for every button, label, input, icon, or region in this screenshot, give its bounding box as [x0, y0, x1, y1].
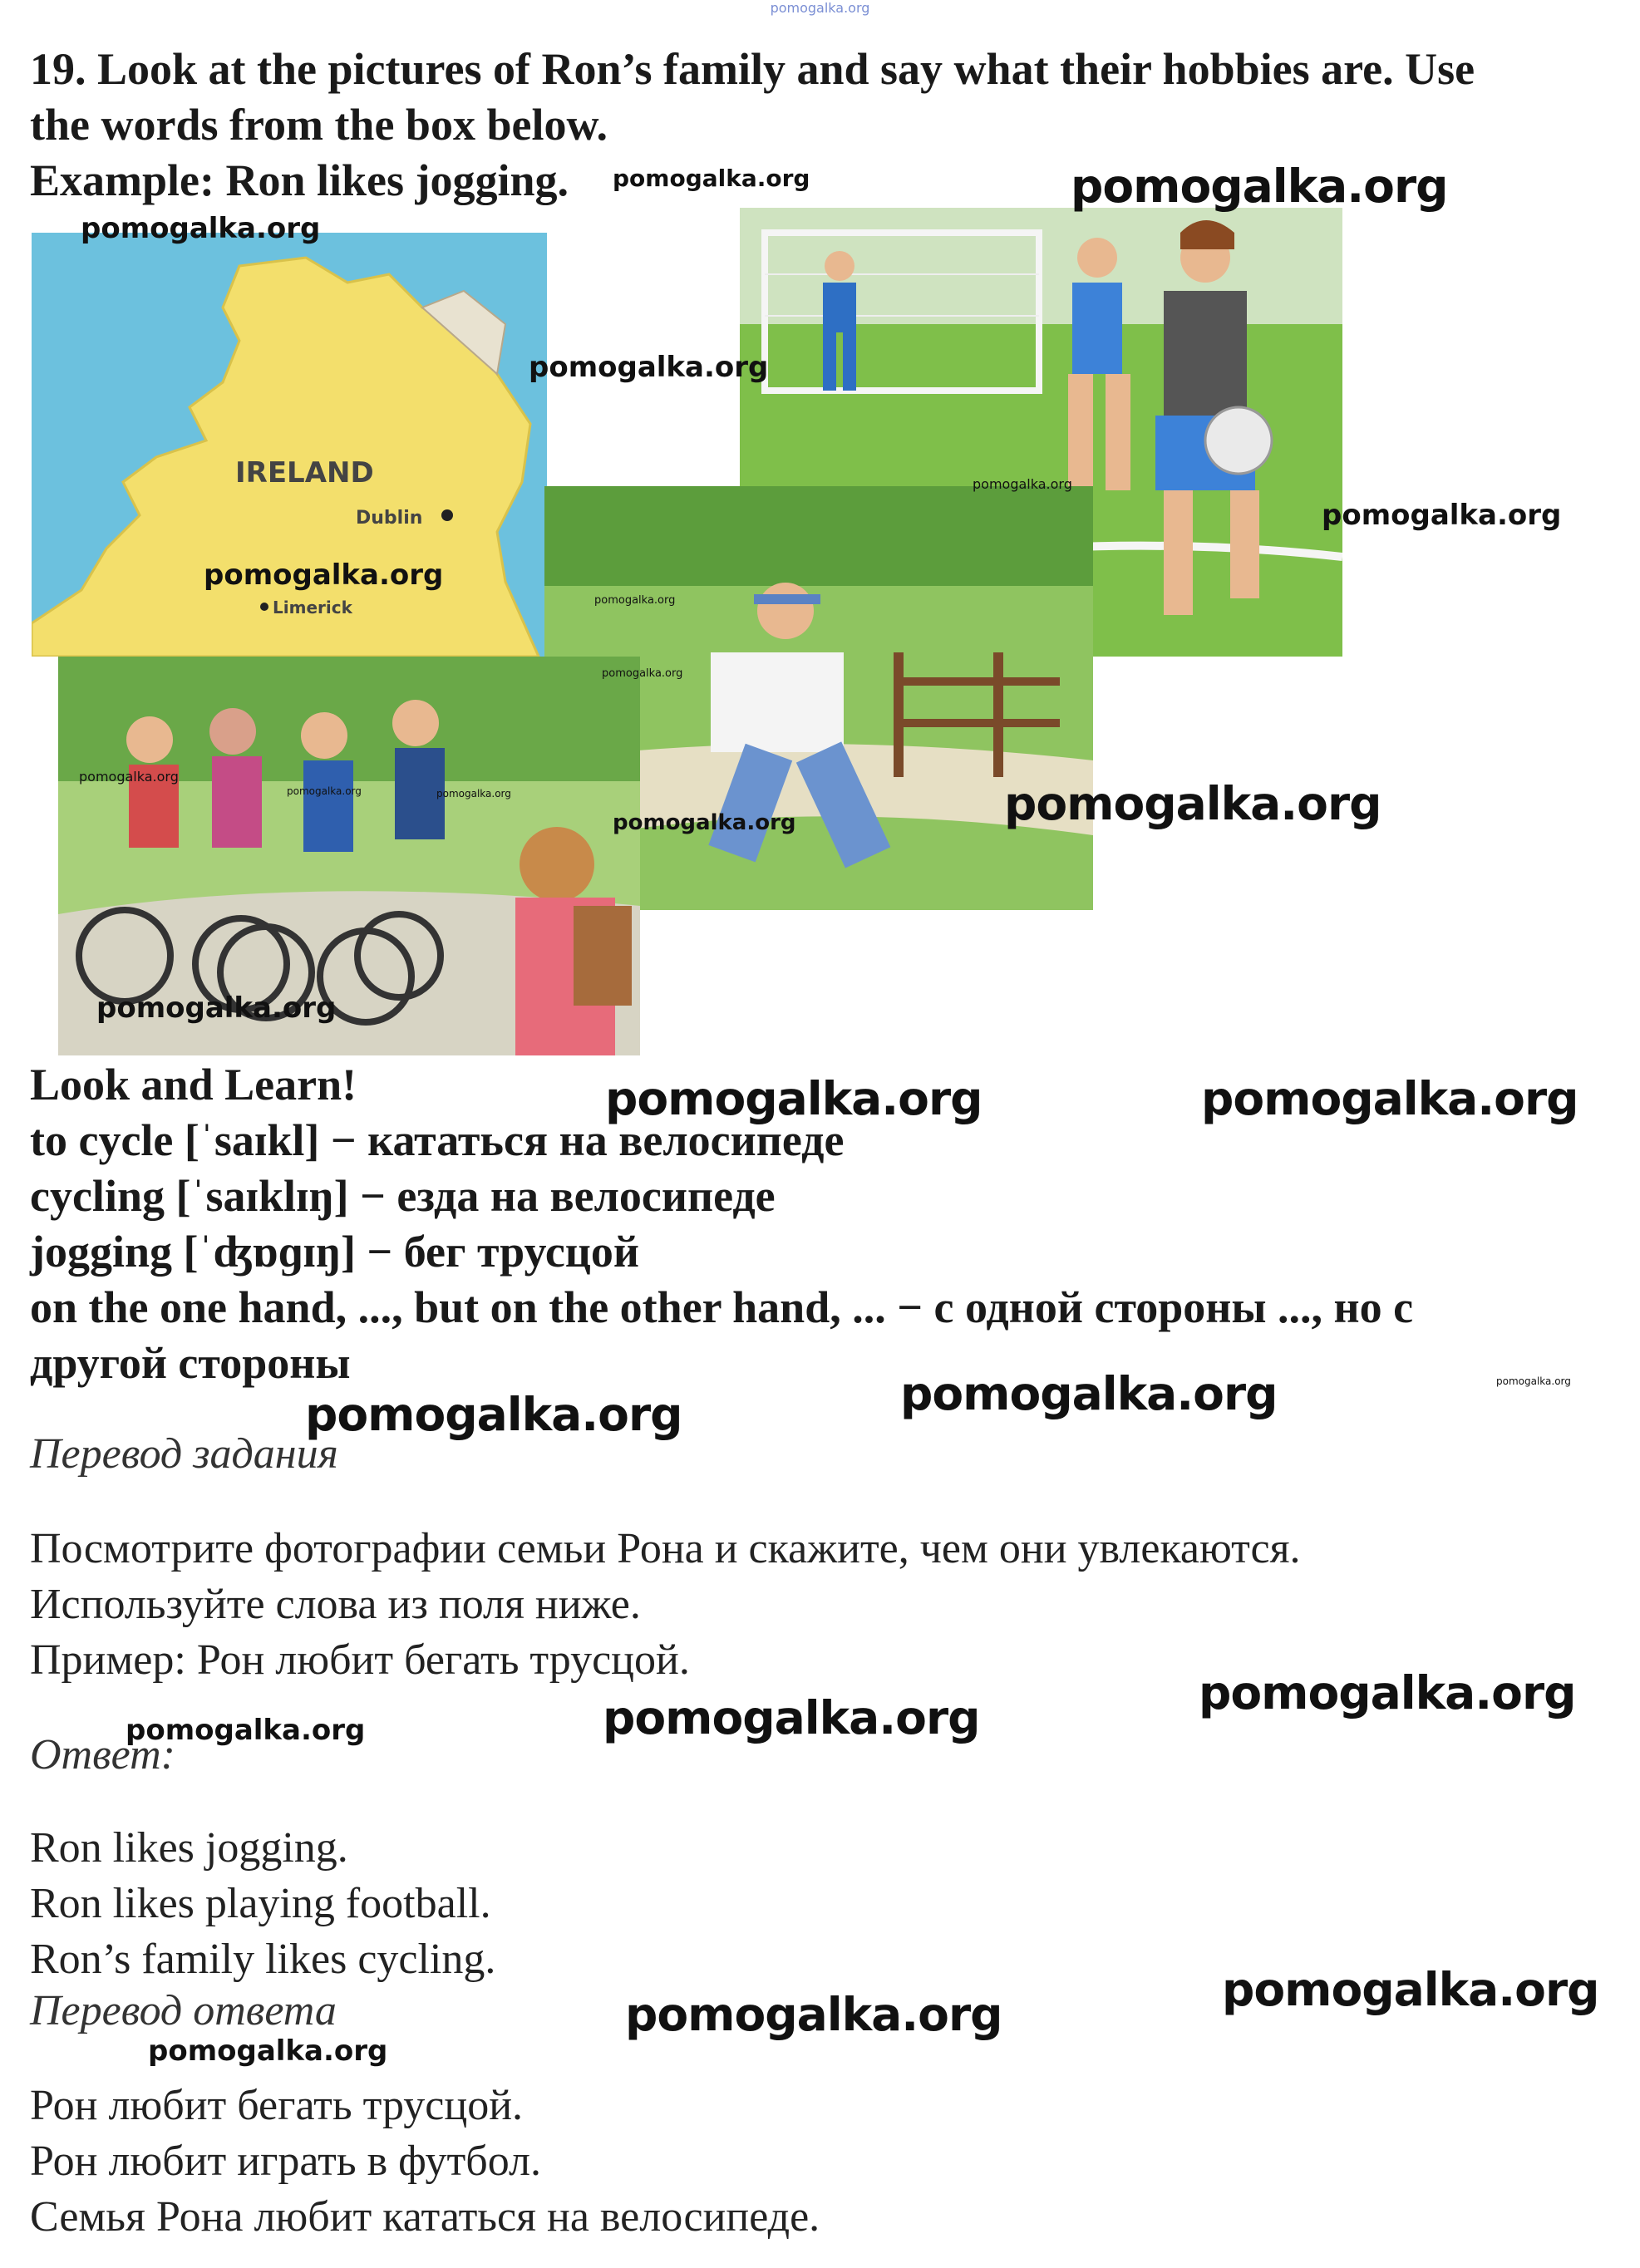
- watermark: pomogalka.org: [1222, 1963, 1599, 2016]
- vocab-item: cycling [ˈsaɪklɪŋ] − езда на велосипеде: [30, 1171, 776, 1221]
- translation-task-line: Посмотрите фотографии семьи Рона и скажите, чем они увлекаются.: [30, 1525, 1301, 1572]
- task-line-2: the words from the box below.: [30, 100, 608, 150]
- answer-text: [30, 1820, 495, 1987]
- watermark: pomogalka.org: [625, 1988, 1002, 2041]
- header-site-label: pomogalka.org: [770, 0, 870, 16]
- answer-line: Ron’s family likes cycling.: [30, 1936, 496, 1983]
- answer-translation-line: Рон любит играть в футбол.: [30, 2138, 541, 2185]
- map-country-label: IRELAND: [235, 456, 374, 490]
- task-line-1: 19. Look at the pictures of Ron’s family and say what their hobbies are. Use: [30, 44, 1475, 94]
- watermark: pomogalka.org: [436, 788, 511, 799]
- watermark: pomogalka.org: [287, 785, 362, 797]
- watermark: pomogalka.org: [96, 991, 337, 1025]
- watermark: pomogalka.org: [204, 558, 444, 592]
- watermark: pomogalka.org: [79, 769, 179, 785]
- watermark: pomogalka.org: [1199, 1666, 1576, 1719]
- watermark: pomogalka.org: [594, 594, 676, 607]
- translation-task-line: Используйте слова из поля ниже.: [30, 1581, 641, 1628]
- watermark: pomogalka.org: [1496, 1375, 1571, 1387]
- watermark: pomogalka.org: [613, 165, 810, 192]
- answer-title: Ответ:: [30, 1731, 175, 1778]
- watermark: pomogalka.org: [1071, 160, 1448, 213]
- vocab-item: jogging [ˈʤɒɡɪŋ] − бег трусцой: [30, 1227, 640, 1277]
- answer-translation-text: [30, 2078, 820, 2245]
- watermark: pomogalka.org: [900, 1367, 1278, 1420]
- map-city-dublin: Dublin: [356, 508, 423, 529]
- watermark: pomogalka.org: [81, 212, 321, 245]
- answer-translation-title: Перевод ответа: [30, 1987, 337, 2034]
- watermark: pomogalka.org: [1322, 499, 1562, 532]
- watermark: pomogalka.org: [602, 667, 683, 680]
- ireland-map-image: [32, 233, 547, 657]
- answer-line: Ron likes jogging.: [30, 1824, 348, 1872]
- watermark: pomogalka.org: [613, 810, 796, 835]
- watermark: pomogalka.org: [305, 1388, 682, 1441]
- look-and-learn-title: Look and Learn!: [30, 1060, 357, 1109]
- task-example: Example: Ron likes jogging.: [30, 155, 569, 205]
- watermark: pomogalka.org: [1201, 1072, 1578, 1125]
- translation-task-line: Пример: Рон любит бегать трусцой.: [30, 1636, 690, 1684]
- watermark: pomogalka.org: [603, 1691, 980, 1744]
- answer-translation-line: Семья Рона любит кататься на велосипеде.: [30, 2193, 820, 2241]
- watermark: pomogalka.org: [126, 1714, 366, 1747]
- watermark: pomogalka.org: [973, 476, 1072, 492]
- watermark: pomogalka.org: [148, 2034, 388, 2068]
- vocab-item: on the one hand, ..., but on the other hand, ... − с одной стороны ..., но с: [30, 1282, 1414, 1332]
- answer-translation-line: Рон любит бегать трусцой.: [30, 2082, 524, 2129]
- watermark: pomogalka.org: [1004, 777, 1381, 830]
- translation-task-title: Перевод задания: [30, 1430, 338, 1478]
- watermark: pomogalka.org: [605, 1072, 983, 1125]
- watermark: pomogalka.org: [529, 351, 769, 384]
- translation-task-text: [30, 1521, 1301, 1688]
- answer-line: Ron likes playing football.: [30, 1880, 491, 1927]
- map-city-limerick: Limerick: [273, 598, 352, 617]
- vocab-item: другой стороны: [30, 1338, 351, 1388]
- vocab-item: to cycle [ˈsaɪkl] − кататься на велосипеде: [30, 1115, 845, 1165]
